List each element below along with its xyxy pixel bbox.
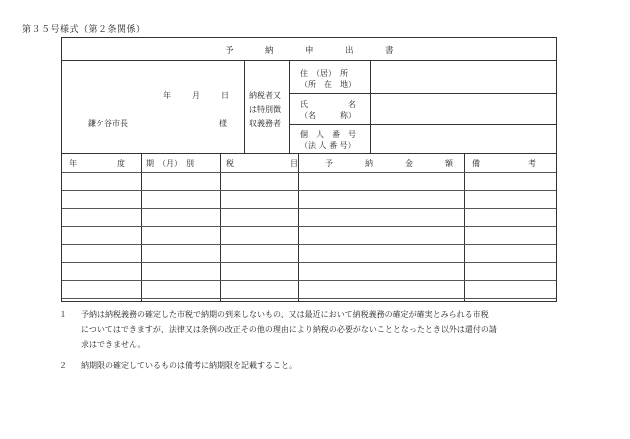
divider [244,60,245,153]
taxpayer-label: は特別徴 [249,105,281,114]
column-header-tax-item: 税 目 [226,159,298,168]
divider [370,60,371,153]
divider [289,93,556,94]
divider [289,60,290,153]
table-row[interactable] [62,244,556,245]
column-header-period: 期 （月） 別 [146,159,194,168]
column-divider [464,153,465,301]
name-label-sub: （名 称） [300,111,356,120]
column-divider [298,153,299,301]
address-field[interactable] [372,62,554,91]
note-line: 納期限の確定しているものは備考に納期限を記載すること。 [81,361,297,370]
table-row[interactable] [62,298,556,299]
table-row[interactable] [62,262,556,263]
taxpayer-label: 納税者又 [249,91,281,100]
column-divider [141,153,142,301]
table-row[interactable] [62,172,556,173]
column-divider [220,153,221,301]
note-line: 求はできません。 [81,340,146,349]
address-label: 住 （居） 所 [300,69,348,78]
column-header-amount: 予 納 金 額 [325,159,453,168]
column-header-year: 年 度 [69,159,125,168]
title-char: 申 [305,46,314,56]
taxpayer-label: 収義務者 [249,119,281,128]
title-char: 予 [225,46,234,56]
address-label-sub: （所 在 地） [300,80,356,89]
honorific: 様 [219,119,227,128]
personal-number-field[interactable] [372,126,554,151]
note-line: についてはできますが、法律又は条例の改正その他の理由により納税の必要がないこととなったとき以外は還付の請 [81,325,497,334]
application-form [61,37,557,302]
month-label: 月 [192,91,200,100]
year-label: 年 [163,91,171,100]
mayor-addressee: 鎌ケ谷市長 [88,119,128,128]
payment-table [62,153,556,301]
personal-number-label: 個 人 番 号 [300,130,356,139]
table-row[interactable] [62,208,556,209]
title-char: 納 [265,46,274,56]
title-char: 出 [345,46,354,56]
header-section [62,60,556,154]
name-field[interactable] [372,95,554,122]
notes [59,307,559,379]
form-number: 第３５号様式（第２条関係） [22,25,146,35]
column-header-remarks: 備 考 [472,159,536,168]
note-2 [59,358,559,373]
table-row[interactable] [62,190,556,191]
divider [289,124,556,125]
name-label: 氏 名 [300,100,356,109]
note-1 [59,307,559,352]
title-char: 書 [385,46,394,56]
note-line: 予納は納税義務の確定した市税で納期の到来しないもの、又は最近において納税義務の確定が確実とみられる市税 [81,310,489,319]
note-number: １ [59,310,67,319]
form-title [62,38,556,61]
table-row[interactable] [62,226,556,227]
day-label: 日 [221,91,229,100]
table-row[interactable] [62,280,556,281]
corporate-number-label: （法 人 番 号） [300,141,356,150]
note-number: ２ [59,361,67,370]
